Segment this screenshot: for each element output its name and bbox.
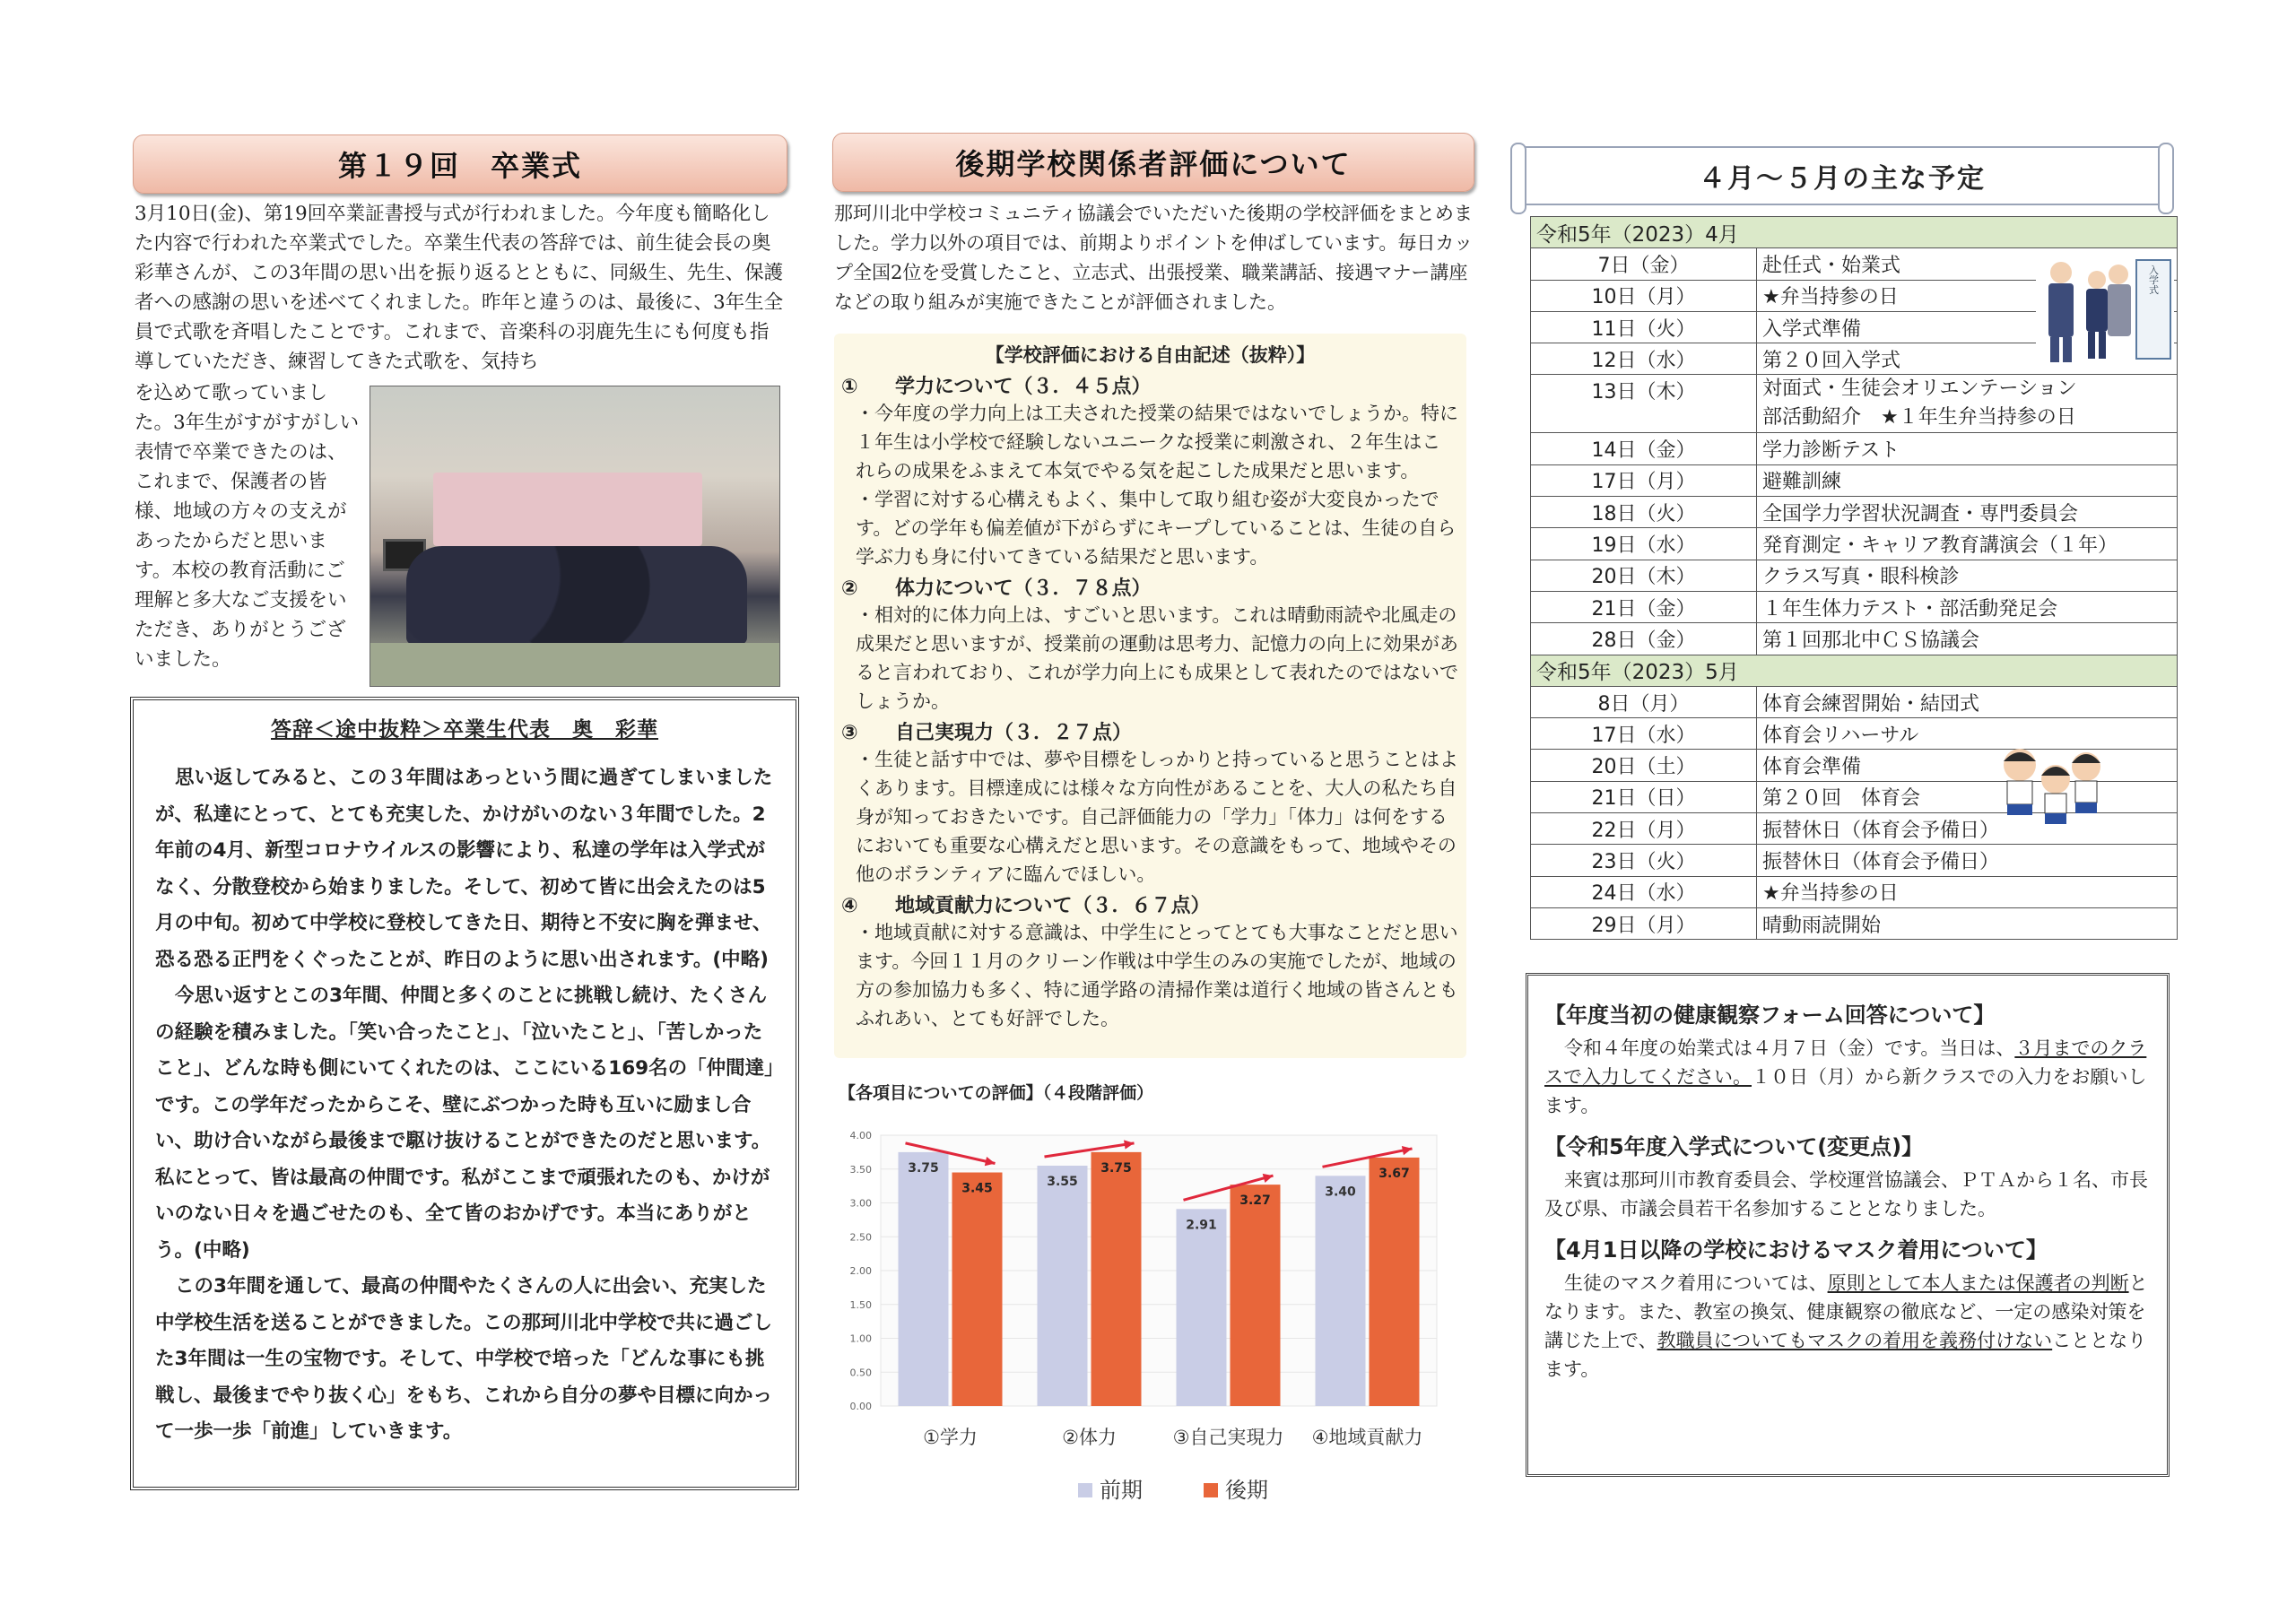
schedule-event: 第２０回入学式 [1757, 343, 2178, 375]
schedule-event: ★弁当持参の日 [1757, 280, 2178, 311]
schedule-event: 入学式準備 [1757, 311, 2178, 343]
schedule-event: 振替休日（体育会予備日） [1757, 813, 2178, 845]
bar-second-half [1231, 1185, 1281, 1406]
bar-first-half [899, 1152, 949, 1406]
evaluation-bar-chart [834, 1108, 1480, 1512]
graduation-speech-box [130, 697, 799, 1490]
y-tick-label: 3.00 [849, 1197, 872, 1210]
schedule-date: 22日（月） [1531, 813, 1757, 845]
y-tick-label: 2.50 [849, 1231, 872, 1244]
schedule-event: 体育会練習開始・結団式 [1757, 686, 2178, 717]
schedule-row [1531, 528, 2178, 560]
schedule-row [1531, 623, 2178, 655]
evaluation-intro: 那珂川北中学校コミュニティ協議会でいただいた後期の学校評価をまとめました。学力以外の項目では、前期よりポイントを伸ばしています。毎日カップ全国2位を受賞したこと、立志式、出張授業、職業講話、接遇マナー講座などの取り組みが実施できたことが評価されました。 [834, 203, 1474, 313]
schedule-row [1531, 375, 2178, 433]
notices-box [1526, 973, 2170, 1477]
y-tick-label: 0.50 [849, 1367, 872, 1379]
item-1-heading: ① 学力について（３．４５点） [841, 376, 1152, 398]
y-tick-label: 1.00 [849, 1332, 872, 1345]
schedule-event: クラス写真・眼科検診 [1757, 560, 2178, 591]
category-label: ①学力 [923, 1427, 978, 1448]
schedule-event: 第１回那北中ＣＳ協議会 [1757, 623, 2178, 655]
schedule-date: 8日（月） [1531, 686, 1757, 717]
bar-value-label: 3.40 [1325, 1185, 1356, 1200]
speech-paragraph-1: 思い返してみると、この３年間はあっという間に過ぎてしまいましたが、私達にとって、とても充実した、かけがいのない３年間でした。2年前の4月、新型コロナウイルスの影響により、私達の学年は入学式がなく、分散登校から始まりました。そして、初めて皆に出会えたのは5月の中旬。初めて中学校に登校してきた日、期待と不安に胸を弾ませ、恐る恐る正門をくぐったことが、昨日のように思い出されます。(中略) [155, 767, 773, 971]
y-tick-label: 4.00 [849, 1130, 872, 1141]
chart-caption: 【各項目についての評価】（４段階評価） [839, 1083, 1154, 1103]
speech-title: 答辞＜途中抜粋＞卒業生代表 奥 彩華 [271, 718, 658, 742]
schedule-date: 24日（水） [1531, 876, 1757, 907]
schedule-date: 19日（水） [1531, 528, 1757, 560]
schedule-date: 18日（火） [1531, 497, 1757, 528]
schedule-date: 20日（木） [1531, 560, 1757, 591]
graduation-intro: 3月10日(金)、第19回卒業証書授与式が行われました。今年度も簡略化した内容で行われた卒業式でした。卒業生代表の答辞では、前生徒会長の奥彩華さんが、この3年間の思い出を振り返るとともに、同級生、先生、保護者への感謝の思いを述べてくれました。昨年と違うのは、最後に、3年生全員で式歌を斉唱したことです。これまで、音楽科の羽鹿先生にも何度も指導していただき、練習してきた式歌を、気持ち [135, 203, 784, 373]
speech-paragraph-3: この3年間を通して、最高の仲間やたくさんの人に出会い、充実した中学校生活を送ることができました。この那珂川北中学校で共に過ごした3年間は一生の宝物です。そして、中学校で培った「どんな事にも挑戦し、最後までやり抜く心」をもち、これから自分の夢や目標に向かって一歩一歩「前進」していきます。 [155, 1275, 773, 1443]
notice-health-title: 【年度当初の健康観察フォーム回答について】 [1544, 1002, 1996, 1028]
schedule-title: ４月～５月の主な予定 [1516, 146, 2169, 205]
evaluation-heading: 【学校評価における自由記述（抜粋）】 [985, 344, 1316, 366]
schedule-row [1531, 686, 2178, 717]
notice-mask-title: 【4月1日以降の学校におけるマスク着用について】 [1544, 1237, 2048, 1263]
schedule-event: 体育会準備 [1757, 750, 2178, 781]
bar-value-label: 3.45 [961, 1181, 993, 1196]
graduation-class-photo [370, 386, 780, 687]
schedule-event: ★弁当持参の日 [1757, 876, 2178, 907]
bar-value-label: 2.91 [1186, 1218, 1217, 1233]
schedule-date: 28日（金） [1531, 623, 1757, 655]
speech-paragraph-2: 今思い返すとこの3年間、仲間と多くのことに挑戦し続け、たくさんの経験を積みました。「笑い合ったこと」、「泣いたこと」、「苦しかったこと」、どんな時も側にいてくれたのは、ここにいる169名の「仲間達」です。この学年だったからこそ、壁にぶつかった時も互いに励まし合い、助け合いながら最後まで駆け抜けることができたのだと思います。私にとって、皆は最高の仲間です。私がここまで頑張れたのも、かけがいのない日々を過ごせたのも、全て皆のおかげです。本当にありがとう。(中略) [155, 985, 774, 1262]
schedule-date: 12日（水） [1531, 343, 1757, 375]
schedule-date: 17日（水） [1531, 718, 1757, 750]
schedule-event: 振替休日（体育会予備日） [1757, 845, 2178, 876]
schedule-row [1531, 433, 2178, 464]
schedule-date: 10日（月） [1531, 280, 1757, 311]
schedule-date: 21日（金） [1531, 591, 1757, 622]
schedule-date: 20日（土） [1531, 750, 1757, 781]
bar-value-label: 3.75 [1100, 1160, 1132, 1176]
item-3-heading: ③ 自己実現力（３．２７点） [841, 722, 1133, 744]
schedule-date: 21日（日） [1531, 781, 1757, 812]
schedule-date: 13日（木） [1531, 375, 1757, 433]
schedule-date: 17日（月） [1531, 464, 1757, 496]
category-label: ③自己実現力 [1172, 1427, 1284, 1448]
schedule-event: 第２０回 体育会 [1757, 781, 2178, 812]
schedule-row [1531, 876, 2178, 907]
evaluation-title: 後期学校関係者評価について [832, 133, 1474, 192]
legend-swatch [1204, 1483, 1218, 1497]
schedule-event: 全国学力学習状況調査・専門委員会 [1757, 497, 2178, 528]
schedule-row [1531, 464, 2178, 496]
schedule-event: 赴任式・始業式 [1757, 248, 2178, 280]
schedule-date: 14日（金） [1531, 433, 1757, 464]
legend-label: 後期 [1225, 1478, 1268, 1503]
notice-entrance-title: 【令和5年度入学式について(変更点)】 [1544, 1134, 1924, 1159]
item-4-body: ・地域貢献に対する意識は、中学生にとってとても大事なことだと思います。今回１１月のクリーン作戦は中学生のみの実施でしたが、地域の方の参加協力も多く、特に通学路の清掃作業は道行く地域の皆さんともふれあい、とても好評でした。 [856, 922, 1458, 1029]
item-3-body: ・生徒と話す中では、夢や目標をしっかりと持っていると思うことはよくあります。目標達成には様々な方向性があることを、大人の私たち自身が知っておきたいです。自己評価能力の「学力」「体力」は何をするにおいても重要な心構えだと思います。その意識をもって、地域やその他のボランティアに臨んでほしい。 [856, 749, 1458, 885]
schedule-row [1531, 497, 2178, 528]
item-4-heading: ④ 地域貢献力について（３．６７点） [841, 895, 1211, 917]
schedule-row [1531, 560, 2178, 591]
graduation-side-text: を込めて歌っていました。3年生がすがすがしい表情で卒業できたのは、これまで、保護者の皆様、地域の方々の支えがあったからだと思います。本校の教育活動にご理解と多大なご支援をいただき、ありがとうございました。 [135, 382, 360, 671]
april-header-label: 令和5年（2023）4月 [1531, 217, 2178, 248]
legend-label: 前期 [1100, 1478, 1143, 1503]
bar-value-label: 3.75 [908, 1160, 939, 1176]
schedule-date: 29日（月） [1531, 907, 1757, 939]
schedule-date: 23日（火） [1531, 845, 1757, 876]
may-header [1531, 655, 2178, 686]
item-2-heading: ② 体力について（３．７８点） [841, 577, 1152, 600]
notice-entrance-body: 来賓は那珂川市教育委員会、学校運営協議会、ＰＴＡから１名、市長及び県、市議会員若干名参加することとなりました。 [1544, 1169, 2148, 1219]
y-tick-label: 3.50 [849, 1163, 872, 1176]
category-label: ④地域貢献力 [1311, 1427, 1423, 1448]
item-1-body: ・今年度の学力向上は工夫された授業の結果ではないでしょうか。特に１年生は小学校で経験しないユニークな授業に刺激され、２年生はこれらの成果をふまえて本気でやる気を起こした成果だと思います。 ・学習に対する心構えもよく、集中して取り組む姿が大変良かったです。どの学年も偏差値が下がらずにキープしていることは、生徒の自ら学ぶ力も身に付いてきている結果だと思います。 [856, 403, 1458, 568]
schedule-date: 11日（火） [1531, 311, 1757, 343]
bar-second-half [952, 1173, 1003, 1406]
schedule-event: 発育測定・キャリア教育講演会（１年） [1757, 528, 2178, 560]
schedule-event: 避難訓練 [1757, 464, 2178, 496]
item-2-body: ・相対的に体力向上は、すごいと思います。これは晴動雨読や北風走の成果だと思いますが、授業前の運動は思考力、記憶力の向上に効果があると言われており、これが学力向上にも成果として表れたのではないでしょうか。 [856, 604, 1458, 712]
legend-swatch [1078, 1483, 1092, 1497]
bar-value-label: 3.67 [1378, 1166, 1410, 1181]
may-header-label: 令和5年（2023）5月 [1531, 655, 2178, 686]
notice-mask-body: 生徒のマスク着用については、原則として本人または保護者の判断となります。また、教室の換気、健康観察の徹底など、一定の感染対策を講じた上で、教職員についてもマスクの着用を義務付けないこととなります。 [1544, 1272, 2148, 1380]
bar-second-half [1091, 1152, 1142, 1406]
bar-value-label: 3.27 [1239, 1193, 1271, 1209]
schedule-row [1531, 591, 2178, 622]
schedule-row [1531, 845, 2178, 876]
schedule-event: 晴動雨読開始 [1757, 907, 2178, 939]
y-tick-label: 1.50 [849, 1298, 872, 1311]
notice-health-body: 令和４年度の始業式は４月７日（金）です。当日は、３月までのクラスで入力してください。１０日（月）から新クラスでの入力をお願いします。 [1544, 1037, 2147, 1116]
entrance-sign-text: 入学式 [2147, 265, 2160, 295]
schedule-date: 7日（金） [1531, 248, 1757, 280]
schedule-row [1531, 907, 2178, 939]
evaluation-comments-box [834, 334, 1466, 1058]
y-tick-label: 2.00 [849, 1265, 872, 1277]
schedule-event: 対面式・生徒会オリエンテーション 部活動紹介 ★１年生弁当持参の日 [1757, 375, 2178, 433]
bar-first-half [1316, 1176, 1366, 1406]
bar-first-half [1038, 1166, 1088, 1406]
april-header [1531, 217, 2178, 248]
bar-first-half [1177, 1209, 1227, 1406]
bar-value-label: 3.55 [1047, 1174, 1078, 1189]
graduation-title: 第１９回 卒業式 [133, 135, 787, 194]
sports-day-illustration [1993, 740, 2109, 829]
category-label: ②体力 [1062, 1427, 1117, 1448]
schedule-event: 体育会リハーサル [1757, 718, 2178, 750]
entrance-ceremony-illustration [2036, 253, 2174, 368]
y-tick-label: 0.00 [849, 1401, 872, 1412]
bar-second-half [1370, 1158, 1420, 1406]
schedule-event: 学力診断テスト [1757, 433, 2178, 464]
schedule-event: １年生体力テスト・部活動発足会 [1757, 591, 2178, 622]
